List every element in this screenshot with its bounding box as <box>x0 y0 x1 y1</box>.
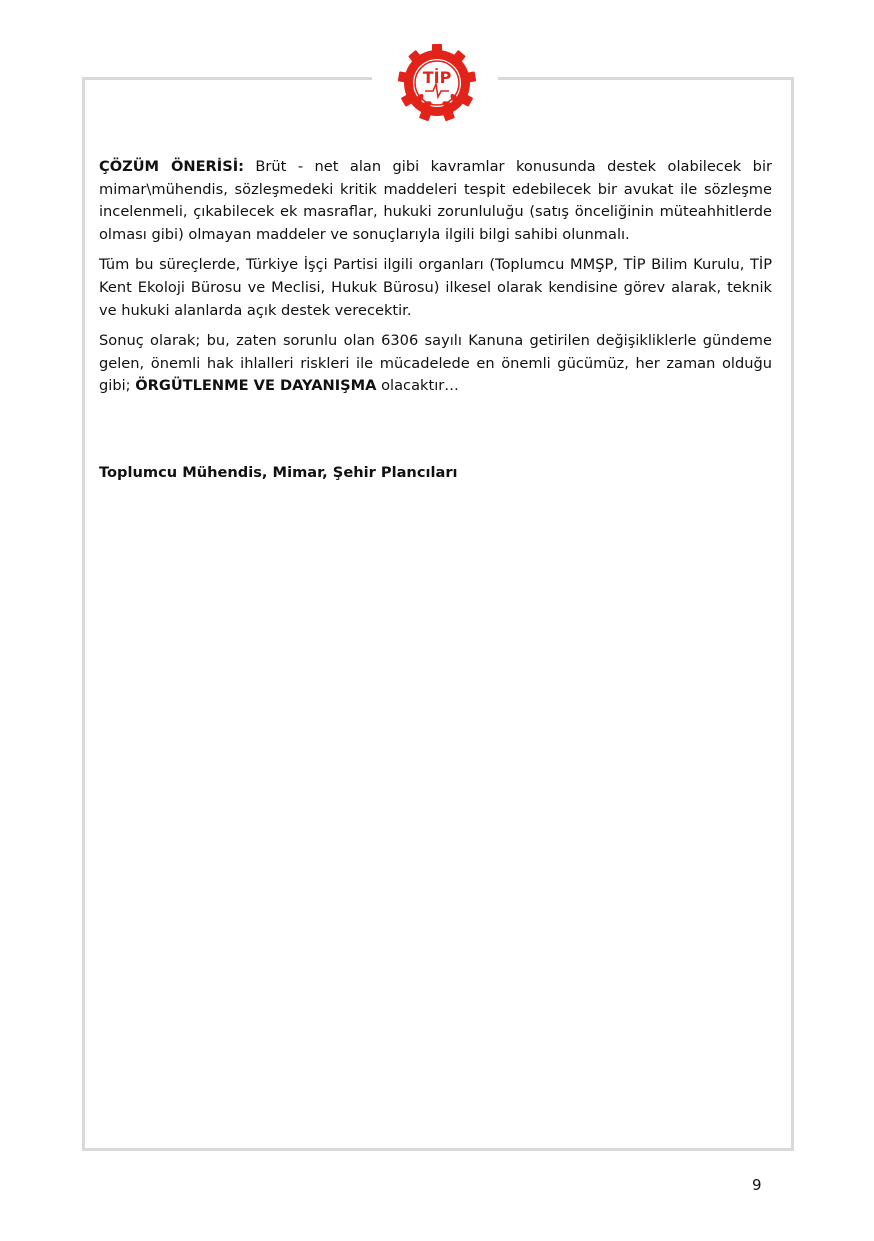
svg-text:TİP: TİP <box>422 68 452 87</box>
solution-paragraph <box>99 156 772 246</box>
conclusion-paragraph <box>99 330 772 398</box>
solution-label: ÇÖZÜM ÖNERİSİ: <box>99 158 244 175</box>
conclusion-text: Sonuç olarak; bu, zaten sorunlu olan 6306 sayılı Kanuna getirilen değişikliklerle gündeme gelen, önemli hak ihlalleri riskleri ile mücadelede en önemli gücümüz, her zaman olduğu gibi; <box>99 332 772 395</box>
conclusion-ending: olacaktır… <box>376 377 459 395</box>
page-body <box>99 156 772 406</box>
solution-text: Brüt - net alan gibi kavramlar konusunda destek olabilecek bir mimar\mühendis, sözleşmedeki kritik maddeleri tespit edebilecek bir avukat ile sözleşme incelenmeli, çıkabilecek ek masraflar, hukuki zorunluluğu (satış önceliğinin müteahhitlerde olması gibi) olmayan maddeler ve sonuçlarıyla ilgili bilgi sahibi olunmalı. <box>99 158 772 243</box>
signature: Toplumcu Mühendis, Mimar, Şehir Plancıları <box>99 464 458 481</box>
support-paragraph: Tüm bu süreçlerde, Türkiye İşçi Partisi ilgili organları (Toplumcu MMŞP, TİP Bilim Kurulu, TİP Kent Ekoloji Bürosu ve Meclisi, Hukuk Bürosu) ilkesel olarak kendisine görev alarak, teknik ve hukuki alanlarda açık destek verecektir. <box>99 256 772 319</box>
conclusion-emphasis: ÖRGÜTLENME VE DAYANIŞMA <box>135 377 377 395</box>
tip-logo-icon <box>395 41 479 125</box>
page-number: 9 <box>752 1176 762 1194</box>
